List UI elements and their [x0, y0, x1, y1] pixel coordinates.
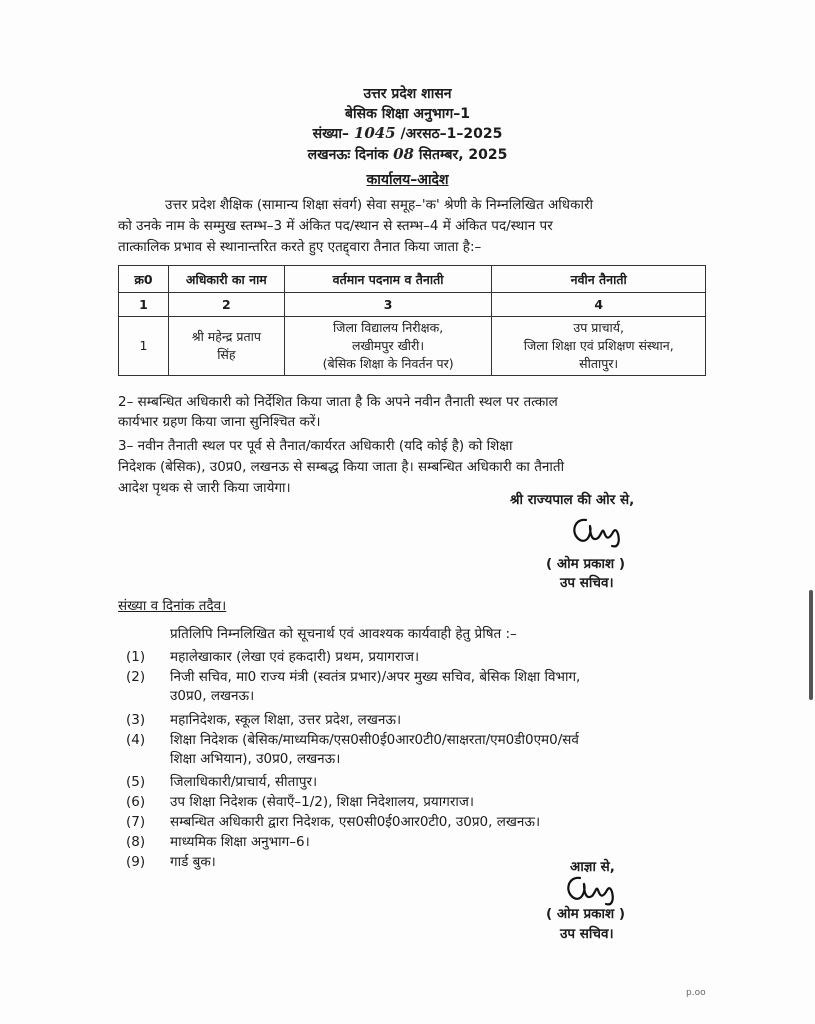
- list-item: उ0प्र0, लखनऊ।: [170, 688, 255, 704]
- signature-2-icon: [562, 870, 624, 906]
- list-item: (5) जिलाधिकारी/प्राचार्य, सीतापुर।: [126, 774, 318, 790]
- list-item: (6) उप शिक्षा निदेशक (सेवाएँ–1/2), शिक्षा निदेशालय, प्रयागराज।: [126, 794, 474, 810]
- table-header-row: [119, 266, 706, 293]
- copy-reference: संख्या व दिनांक तदैव।: [118, 598, 227, 614]
- col-number-4: 4: [492, 293, 706, 317]
- signatory-2-designation: उप सचिव।: [560, 926, 614, 942]
- signatory-2-name: ( ओम प्रकाश ): [546, 906, 626, 922]
- govt-title: उत्तर प्रदेश शासन: [363, 86, 452, 102]
- signatory-1-designation: उप सचिव।: [560, 575, 614, 591]
- order-type: कार्यालय–आदेश: [366, 172, 449, 188]
- scrollbar-thumb[interactable]: [809, 590, 813, 700]
- row-new-post: [492, 317, 706, 376]
- by-order-text: आज्ञा से,: [570, 859, 615, 875]
- table-column-number-row: [119, 293, 706, 317]
- intro-line-3: तात्कालिक प्रभाव से स्थानान्तरित करते हुए एतद्द्वारा तैनात किया जाता है:–: [118, 239, 482, 255]
- header-new-post: नवीन तैनाती: [492, 266, 706, 293]
- order-number-prefix: संख्या–: [312, 126, 350, 142]
- para3-line-1: 3– नवीन तैनाती स्थल पर पूर्व से तैनात/कार्यरत अधिकारी (यदि कोई है) को शिक्षा: [118, 438, 513, 454]
- para2-line-1: 2– सम्बन्धित अधिकारी को निर्देशित किया जाता है कि अपने नवीन तैनाती स्थल पर तत्काल: [118, 394, 558, 410]
- row-current-post: [284, 317, 492, 376]
- order-date-handwritten: 08: [393, 145, 414, 163]
- list-item: (2) निजी सचिव, मा0 राज्य मंत्री (स्वतंत्र प्रभार)/अपर मुख्य सचिव, बेसिक शिक्षा विभाग,: [126, 669, 581, 685]
- row-new-line-2: जिला शिक्षा एवं प्रशिक्षण संस्थान,: [523, 338, 674, 353]
- row-current-line-3: (बेसिक शिक्षा के निवर्तन पर): [322, 356, 454, 371]
- signatory-1-name: ( ओम प्रकाश ): [546, 556, 626, 572]
- list-item: (3) महानिदेशक, स्कूल शिक्षा, उत्तर प्रदेश, लखनऊ।: [126, 712, 402, 728]
- list-item: (4) शिक्षा निदेशक (बेसिक/माध्यमिक/एस0सी0ई0आर0टी0/साक्षरता/एम0डी0एम0/सर्व: [126, 732, 579, 748]
- section-title: बेसिक शिक्षा अनुभाग–1: [345, 106, 470, 122]
- row-name-line-2: सिंह: [217, 347, 236, 362]
- order-number: [0, 124, 815, 143]
- row-new-line-3: सीतापुर।: [579, 356, 619, 371]
- row-current-line-1: जिला विद्यालय निरीक्षक,: [332, 320, 444, 335]
- header-name: अधिकारी का नाम: [168, 266, 284, 293]
- transfer-table: [118, 265, 706, 376]
- para3-line-3: आदेश पृथक से जारी किया जायेगा।: [118, 480, 291, 496]
- order-date-suffix: सितम्बर, 2025: [418, 147, 508, 163]
- row-name-line-1: श्री महेन्द्र प्रताप: [191, 329, 261, 344]
- list-item: (8) माध्यमिक शिक्षा अनुभाग–6।: [126, 834, 310, 850]
- list-item: (1) महालेखाकार (लेखा एवं हकदारी) प्रथम, प्रयागराज।: [126, 649, 420, 665]
- list-item: (7) सम्बन्धित अधिकारी द्वारा निदेशक, एस0सी0ई0आर0टी0, उ0प्र0, लखनऊ।: [126, 814, 541, 830]
- header-current-post: वर्तमान पदनाम व तैनाती: [284, 266, 492, 293]
- row-name: [168, 317, 284, 376]
- signature-1-icon: [568, 512, 628, 550]
- row-sno: 1: [119, 317, 169, 376]
- order-number-handwritten: 1045: [353, 124, 396, 142]
- order-number-suffix: /अरसठ–1–2025: [400, 126, 503, 142]
- copy-intro: प्रतिलिपि निम्नलिखित को सूचनार्थ एवं आवश्यक कार्यवाही हेतु प्रेषित :–: [170, 626, 517, 642]
- col-number-3: 3: [284, 293, 492, 317]
- intro-line-2: को उनके नाम के सम्मुख स्तम्भ–3 में अंकित पद/स्थान से स्तम्भ–4 में अंकित पद/स्थान पर: [118, 218, 553, 234]
- table-row: [119, 317, 706, 376]
- para2-line-2: कार्यभार ग्रहण किया जाना सुनिश्चित करें।: [118, 414, 321, 430]
- on-behalf-text: श्री राज्यपाल की ओर से,: [510, 492, 635, 508]
- list-item: (9) गार्ड बुक।: [126, 854, 216, 870]
- intro-line-1: उत्तर प्रदेश शैक्षिक (सामान्य शिक्षा संवर्ग) सेवा समूह–'क' श्रेणी के निम्नलिखित अधिकारी: [165, 197, 593, 213]
- order-date-prefix: लखनऊः दिनांक: [307, 147, 389, 163]
- col-number-1: 1: [119, 293, 169, 317]
- page-footer-mark: p.oo: [686, 988, 706, 998]
- list-item: शिक्षा अभियान), उ0प्र0, लखनऊ।: [170, 751, 341, 767]
- para3-line-2: निदेशक (बेसिक), उ0प्र0, लखनऊ से सम्बद्ध किया जाता है। सम्बन्धित अधिकारी का तैनाती: [118, 459, 565, 475]
- row-new-line-1: उप प्राचार्य,: [573, 320, 625, 335]
- col-number-2: 2: [168, 293, 284, 317]
- order-date: [0, 145, 815, 164]
- header-sno: क्र0: [119, 266, 169, 293]
- row-current-line-2: लखीमपुर खीरी।: [351, 338, 425, 353]
